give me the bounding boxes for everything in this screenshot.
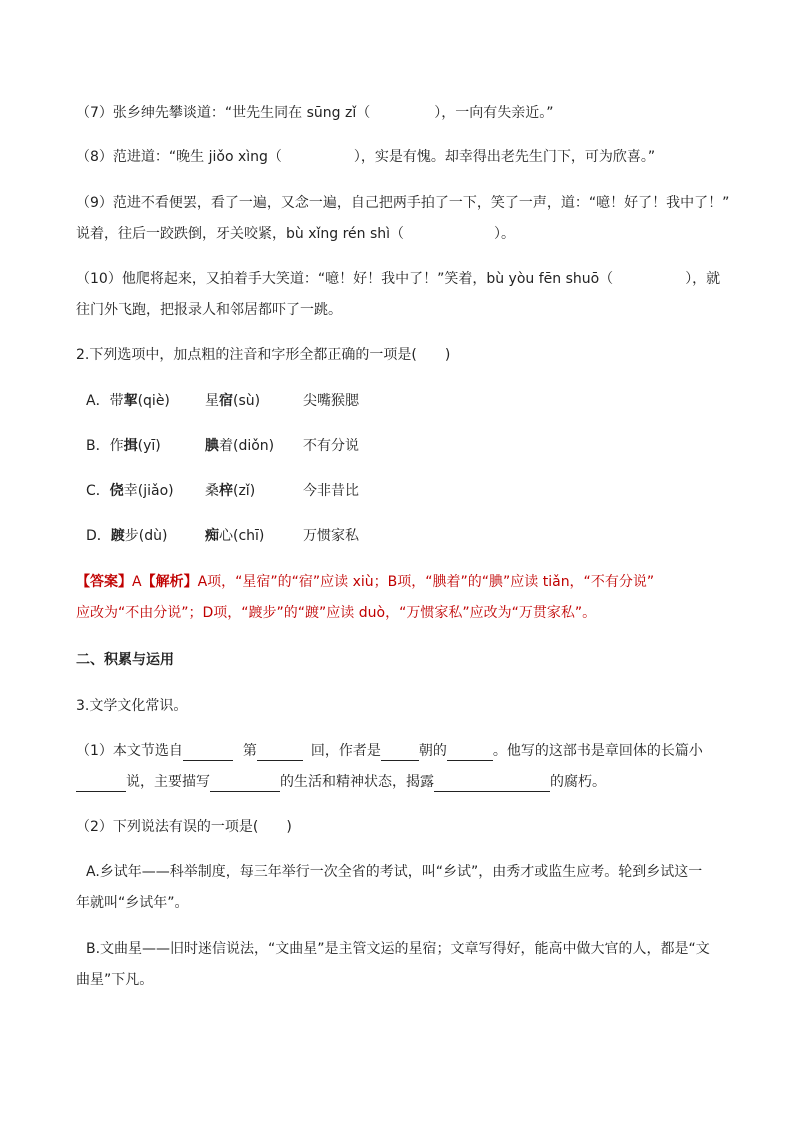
option-word-1-pre: 带 [109, 393, 124, 409]
item-9-text-a: 说着，往后一跤跌倒，牙关咬紧，bù xǐng rén shì（ [76, 226, 405, 242]
option-word-2 [205, 481, 255, 501]
q1-item-10-line-2: 往门外飞跑，把报录人和邻居都吓了一跳。 [76, 302, 342, 318]
q2-option-c [86, 481, 359, 501]
q3-p1-line-2 [76, 772, 606, 792]
answer-letter: A [132, 574, 142, 590]
item-10-text-b: ），就 [685, 271, 721, 287]
q3-text: 说，主要描写 [126, 774, 210, 790]
q3-p2-stem: （2）下列说法有误的一项是( ) [76, 819, 292, 835]
option-letter: D． [86, 528, 111, 544]
fill-blank[interactable] [210, 775, 280, 792]
q2-answer-line-1 [76, 572, 654, 592]
option-word-1-bold: 踱 [110, 528, 125, 544]
option-letter: C． [86, 483, 110, 499]
option-word-3: 不有分说 [303, 438, 359, 454]
option-word-2-pre: 桑 [205, 483, 219, 499]
option-letter: A． [86, 393, 110, 409]
option-word-3: 今非昔比 [303, 483, 359, 499]
q3-option-a-line-2: 年就叫“乡试年”。 [76, 895, 189, 911]
option-word-2-bold: 宿 [219, 393, 233, 409]
q3-stem: 3.文学文化常识。 [76, 698, 188, 714]
fill-blank[interactable] [381, 744, 419, 761]
option-word-1-bold: 侥 [109, 483, 124, 499]
fill-blank[interactable] [76, 775, 126, 792]
q1-item-10-line-1 [76, 269, 720, 289]
section-title: 二、积累与运用 [76, 652, 174, 668]
option-word-3: 万惯家私 [303, 528, 359, 544]
q2-stem: 2.下列选项中，加点粗的注音和字形全都正确的一项是( ) [76, 347, 451, 363]
q3-text: 朝的 [418, 743, 447, 759]
q3-text: 第 [242, 743, 257, 759]
q3-text: 的生活和精神状态，揭露 [280, 774, 434, 790]
q1-item-7 [76, 103, 554, 123]
q3-text: 回，作者是 [310, 743, 381, 759]
q1-item-9-line-1: （9）范进不看便罢，看了一遍，又念一遍，自己把两手拍了一下，笑了一声，道：“噫！好了！我中了！” [76, 195, 730, 211]
fill-blank[interactable] [447, 744, 493, 761]
option-word-2-note: (sù) [233, 393, 261, 409]
option-word-2-bold: 痴 [205, 528, 219, 544]
analysis-tag: 【解析】 [141, 574, 198, 590]
q2-option-d [86, 526, 359, 546]
option-letter: B． [86, 438, 110, 454]
analysis-text: A项，“星宿”的“宿”应读 xiù；B项，“腆着”的“腆”应读 tiǎn，“不有分说” [197, 574, 655, 590]
q2-answer-line-2: 应改为“不由分说”；D项，“踱步”的“踱”应读 duò，“万惯家私”应改为“万贯家私”。 [76, 605, 597, 621]
q3-option-b-line-1: B.文曲星——旧时迷信说法，“文曲星”是主管文运的星宿；文章写得好，能高中做大官的人，都是“文 [86, 941, 710, 957]
option-word-3: 尖嘴猴腮 [303, 393, 359, 409]
option-word-1-bold: 挈 [123, 393, 138, 409]
q1-item-8 [76, 147, 655, 167]
answer-tag: 【答案】 [76, 574, 132, 590]
option-word-2-note: (zǐ) [233, 483, 256, 499]
fill-blank[interactable] [183, 744, 233, 761]
item-10-text-a: （10）他爬将起来，又拍着手大笑道：“噫！好！我中了！”笑着，bù yòu fēn shuō（ [76, 271, 614, 287]
q3-p1-line-1 [76, 741, 703, 761]
option-word-2-note: 心(chī) [219, 528, 265, 544]
item-7-text-b: ），一向有失亲近。” [434, 105, 554, 121]
item-9-text-b: ）。 [494, 226, 516, 242]
q3-text: 。他写的这部书是章回体的长篇小 [492, 743, 703, 759]
q3-option-b-line-2: 曲星”下凡。 [76, 972, 154, 988]
item-8-text-a: （8）范进道：“晚生 jiǒo xìng（ [76, 149, 282, 165]
q2-option-a [86, 391, 359, 411]
option-word-2 [205, 436, 274, 456]
q3-text: （1）本文节选自 [76, 743, 183, 759]
option-word-1-note: (yī) [137, 438, 161, 454]
option-word-2 [205, 526, 264, 546]
option-word-2-pre: 星 [205, 393, 219, 409]
option-word-2-bold: 腆 [205, 438, 219, 454]
q2-option-b [86, 436, 359, 456]
option-word-1-note: 幸(jiǎo) [123, 483, 174, 499]
option-word-2-note: 着(diǒn) [219, 438, 275, 454]
option-word-1-pre: 作 [109, 438, 124, 454]
q3-text: 的腐朽。 [550, 774, 606, 790]
fill-blank[interactable] [257, 744, 303, 761]
option-word-1-note: (qiè) [137, 393, 170, 409]
option-word-1-note: 步(dù) [124, 528, 168, 544]
option-word-2 [205, 391, 260, 411]
item-7-text-a: （7）张乡绅先攀谈道：“世先生同在 sūng zǐ（ [76, 105, 371, 121]
option-word-1-bold: 揖 [123, 438, 138, 454]
option-word-2-bold: 梓 [219, 483, 233, 499]
fill-blank[interactable] [434, 775, 550, 792]
q1-item-9-line-2 [76, 224, 515, 244]
item-8-text-b: ），实是有愧。却幸得出老先生门下，可为欣喜。” [353, 149, 656, 165]
q3-option-a-line-1: A.乡试年——科举制度，每三年举行一次全省的考试，叫“乡试”，由秀才或监生应考。轮到乡试这一 [86, 864, 703, 880]
